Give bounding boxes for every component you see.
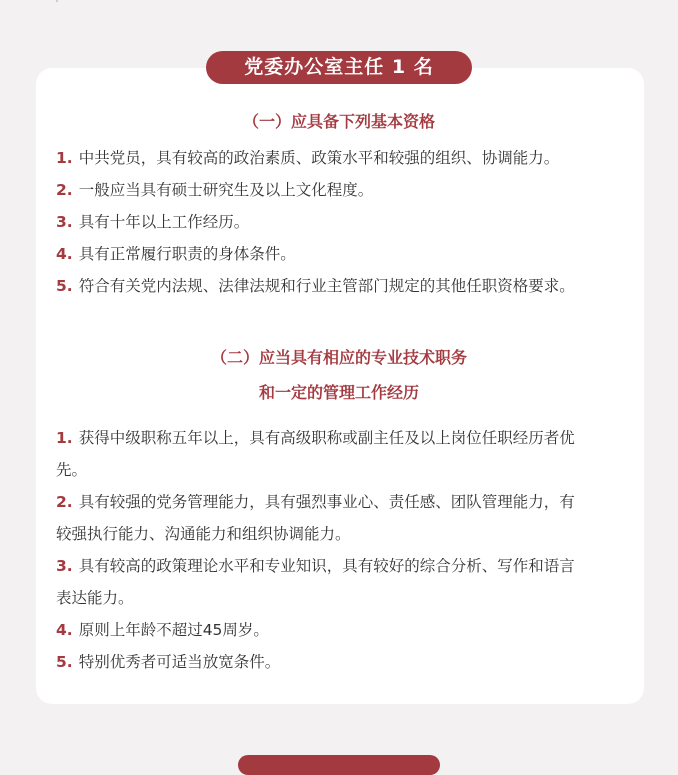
item-number: 1.	[56, 429, 73, 447]
section2-item-2	[56, 486, 626, 518]
section1-item-4	[56, 238, 626, 270]
item-number: 3.	[56, 557, 73, 575]
item-text: 特别优秀者可适当放宽条件。	[78, 653, 281, 671]
item-text: 具有较强的党务管理能力，具有强烈事业心、责任感、团队管理能力，有	[78, 493, 575, 511]
item-text: 具有十年以上工作经历。	[78, 213, 250, 231]
section2-item-1	[56, 422, 626, 454]
item-number: 4.	[56, 245, 73, 263]
item-number: 3.	[56, 213, 73, 231]
section1-item-3	[56, 206, 626, 238]
item-text: 一般应当具有硕士研究生及以上文化程度。	[78, 181, 374, 199]
section2-item-2-continued: 较强执行能力、沟通能力和组织协调能力。	[56, 525, 351, 543]
item-number: 1.	[56, 149, 73, 167]
item-number: 2.	[56, 493, 73, 511]
section2-heading-line2: 和一定的管理工作经历	[258, 383, 419, 402]
item-number: 4.	[56, 621, 73, 639]
item-text: 获得中级职称五年以上，具有高级职称或副主任及以上岗位任职经历者优	[78, 429, 575, 447]
item-text: 具有正常履行职责的身体条件。	[78, 245, 296, 263]
item-number: 5.	[56, 277, 73, 295]
item-text: 中共党员，具有较高的政治素质、政策水平和较强的组织、协调能力。	[78, 149, 560, 167]
section2-item-4	[56, 614, 626, 646]
section1-item-1	[56, 142, 626, 174]
item-number: 2.	[56, 181, 73, 199]
section1-item-5	[56, 270, 626, 302]
section2-item-5	[56, 646, 626, 678]
next-section-title-badge	[238, 755, 440, 775]
section2-item-3	[56, 550, 626, 582]
position-title-badge: 党委办公室主任 1 名	[206, 51, 472, 84]
top-divider-mark	[56, 0, 58, 2]
section1-item-2	[56, 174, 626, 206]
item-text: 原则上年龄不超过45周岁。	[78, 621, 269, 639]
item-text: 符合有关党内法规、法律法规和行业主管部门规定的其他任职资格要求。	[78, 277, 575, 295]
section2-heading-line1: （二）应当具有相应的专业技术职务	[210, 348, 467, 367]
section1-heading: （一）应具备下列基本资格	[242, 112, 435, 131]
section2-item-3-continued: 表达能力。	[56, 589, 134, 607]
item-number: 5.	[56, 653, 73, 671]
section2-item-1-continued: 先。	[56, 461, 88, 479]
item-text: 具有较高的政策理论水平和专业知识，具有较好的综合分析、写作和语言	[78, 557, 575, 575]
